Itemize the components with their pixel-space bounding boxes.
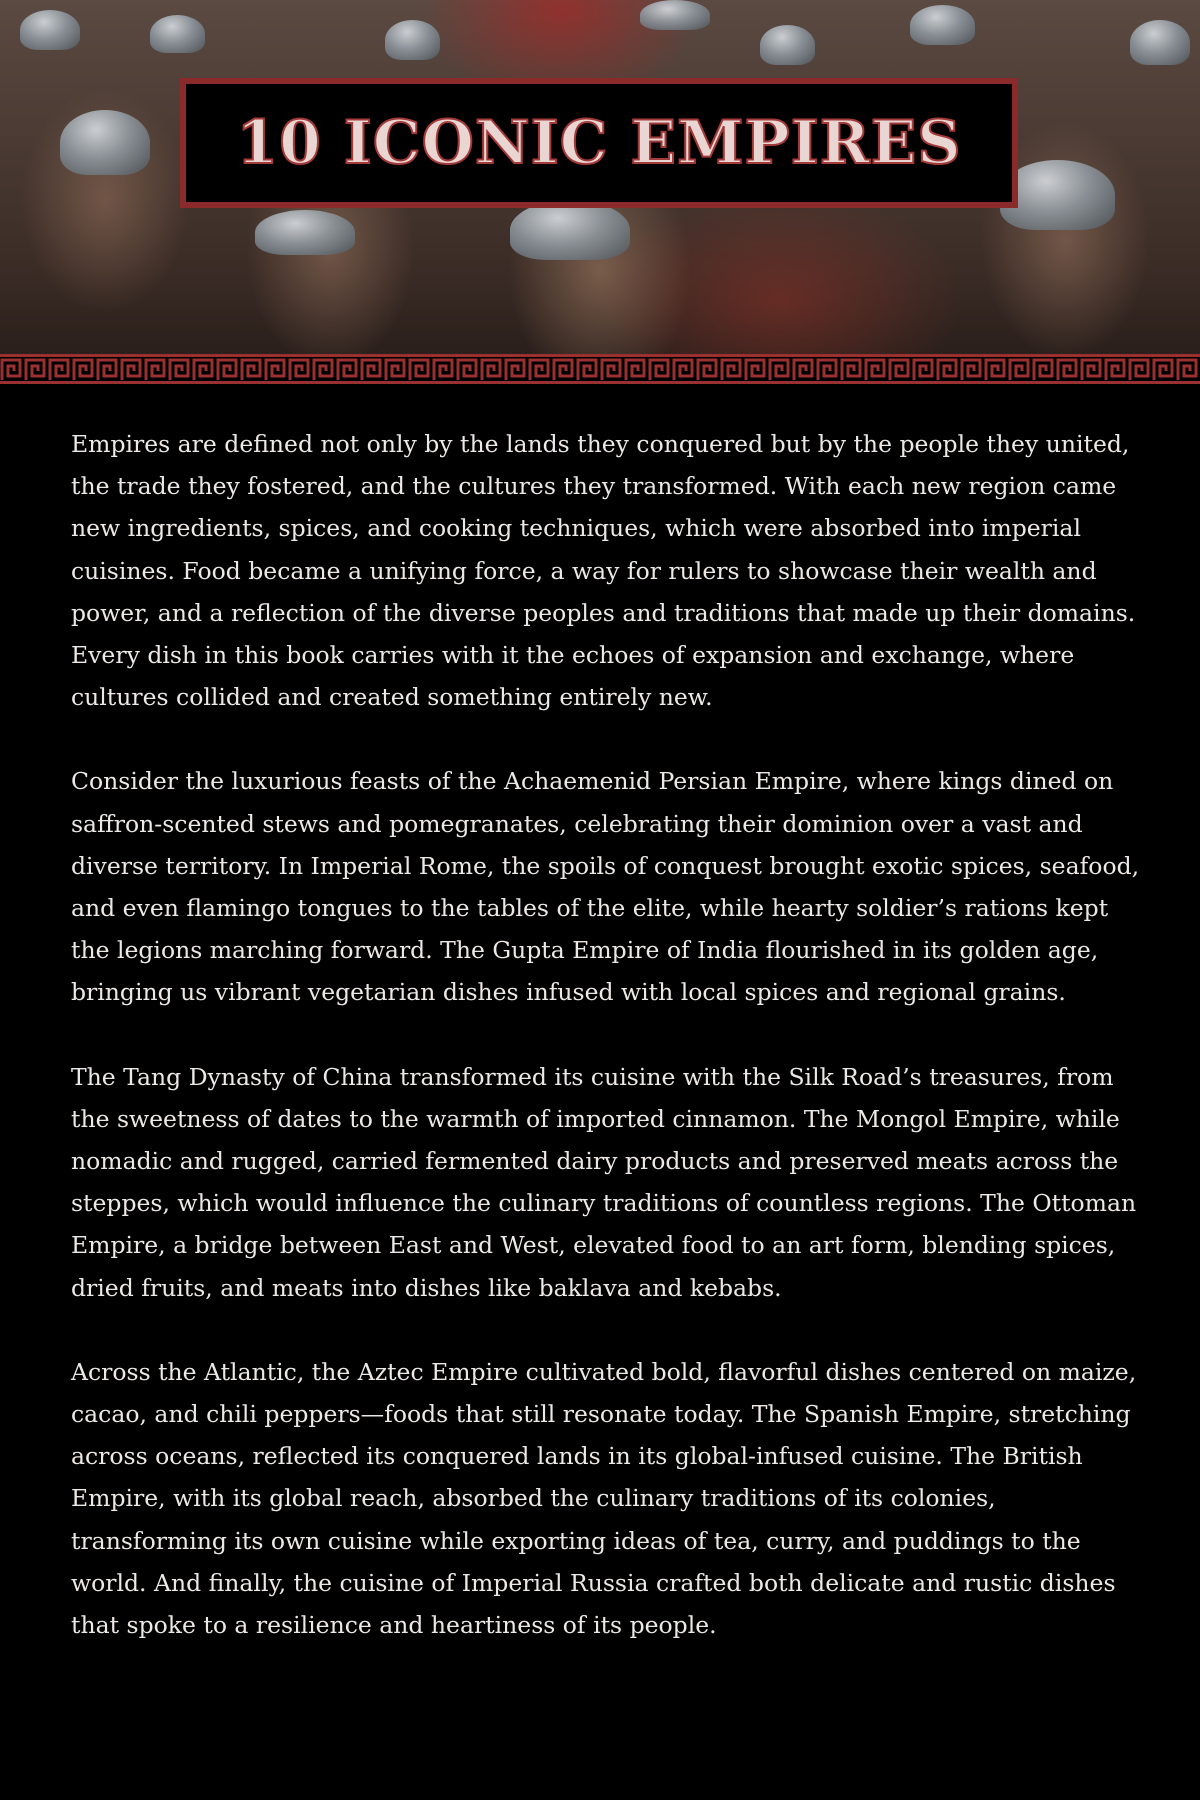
- helmet-shape: [510, 200, 630, 260]
- greek-key-border: [0, 354, 1200, 384]
- page-title: 10 ICONIC EMPIRES: [236, 108, 962, 178]
- helmet-shape: [150, 15, 205, 53]
- helmet-shape: [255, 210, 355, 255]
- helmet-shape: [20, 10, 80, 50]
- helmet-shape: [385, 20, 440, 60]
- paragraph: The Tang Dynasty of China transformed its cuisine with the Silk Road’s treasures, from the sweetness of dates to the warmth of imported cinnamon. The Mongol Empire, while nomadic and rugged, carried fermented dairy products and preserved meats across the steppes, which would influence the culinary traditions of countless regions. The Ottoman Empire, a bridge between East and West, elevated food to an art form, blending spices, dried fruits, and meats into dishes like baklava and kebabs.: [71, 1062, 1137, 1302]
- helmet-shape: [60, 110, 150, 175]
- title-banner: [180, 78, 1018, 208]
- hero-image: [0, 0, 1200, 356]
- helmet-shape: [760, 25, 815, 65]
- body-text: [71, 423, 1146, 1688]
- helmet-shape: [640, 0, 710, 30]
- helmet-shape: [910, 5, 975, 45]
- paragraph: Across the Atlantic, the Aztec Empire cultivated bold, flavorful dishes centered on maize, cacao, and chili peppers—foods that still resonate today. The Spanish Empire, stretching across oceans, reflected its conquered lands in its global-infused cuisine. The British Empire, with its global reach, absorbed the culinary traditions of its colonies, transforming its own cuisine while exporting ideas of tea, curry, and puddings to the world. And finally, the cuisine of Imperial Russia crafted both delicate and rustic dishes that spoke to a resilience and heartiness of its people.: [71, 1357, 1137, 1640]
- helmet-shape: [1130, 20, 1190, 65]
- paragraph: Empires are defined not only by the lands they conquered but by the people they united, the trade they fostered, and the cultures they transformed. With each new region came new ingredients, spices, and cooking techniques, which were absorbed into imperial cuisines. Food became a unifying force, a way for rulers to showcase their wealth and power, and a reflection of the diverse peoples and traditions that made up their domains. Every dish in this book carries with it the echoes of expansion and exchange, where cultures collided and created something entirely new.: [71, 430, 1136, 712]
- paragraph: Consider the luxurious feasts of the Achaemenid Persian Empire, where kings dined on saffron-scented stews and pomegranates, celebrating their dominion over a vast and diverse territory. In Imperial Rome, the spoils of conquest brought exotic spices, seafood, and even flamingo tongues to the tables of the elite, while hearty soldier’s rations kept the legions marching forward. The Gupta Empire of India flourished in its golden age, bringing us vibrant vegetarian dishes infused with local spices and regional grains.: [71, 767, 1140, 1007]
